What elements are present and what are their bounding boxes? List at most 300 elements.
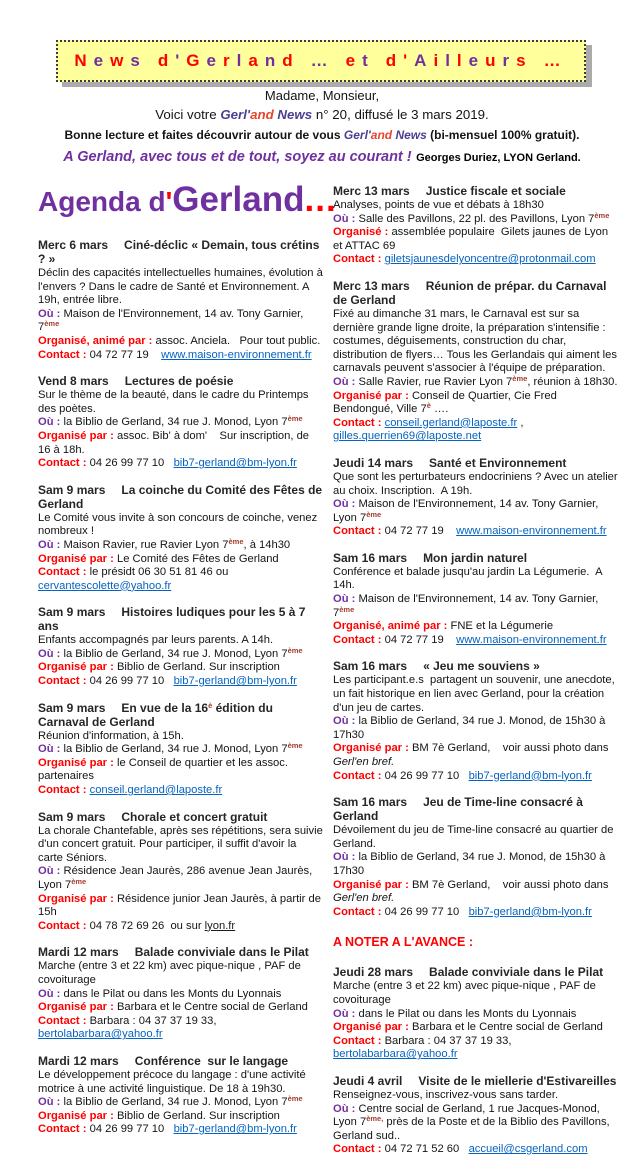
text-segment: La chorale Chantefable, après ses répétitions, sera suivie d'un concert gratuit. Pour participer, il suffit d'avoir la carte Séniors. <box>38 824 326 864</box>
event-line <box>38 335 324 349</box>
event-line <box>333 253 619 267</box>
link[interactable]: bertolabarbara@yahoo.fr <box>333 1048 458 1061</box>
text-segment: Marche (entre 3 et 22 km) avec pique-nique , PAF de covoiturage <box>333 980 599 1006</box>
event-line <box>333 824 619 851</box>
event-title <box>135 945 309 959</box>
field-label: Contact : <box>38 457 90 470</box>
text-segment: la Biblio de Gerland, 34 rue J. Monod, Lyon 7 <box>63 1096 288 1109</box>
text-segment: News <box>273 107 313 122</box>
field-label: Où : <box>38 865 64 878</box>
banner-letter: e <box>468 51 479 70</box>
event <box>333 659 619 783</box>
event-line <box>333 210 619 227</box>
intro-slogan: A Gerland, avec tous et de tout, soyez au courant ! <box>63 149 412 165</box>
banner-letter: A <box>414 51 427 70</box>
event-line <box>38 865 324 892</box>
link[interactable]: giletsjaunesdelyoncentre@protonmail.com <box>384 253 596 266</box>
text-segment: Bonne lecture et faites découvrir autour de vous <box>64 128 344 142</box>
text-segment: Voici votre <box>155 107 221 122</box>
text-segment: , réunion à 18h30. <box>527 375 618 388</box>
event-date: Vend 8 mars <box>38 374 109 389</box>
event-line <box>333 715 619 742</box>
event-heading <box>333 456 619 470</box>
event-line <box>38 743 324 757</box>
field-label: Organisé, animé par : <box>38 334 156 347</box>
event <box>333 279 619 444</box>
text-segment: dans le Pilat ou dans les Monts du Lyonnais <box>358 1007 577 1020</box>
text-segment: Centre social de Gerland, 1 rue Jacques-Monod, Lyon 7 <box>333 1102 603 1129</box>
field-label: Où : <box>333 715 359 728</box>
field-label: Contact : <box>333 253 385 266</box>
text-segment: le Conseil de quartier et les assoc. partenaires <box>38 756 292 783</box>
text-segment: Maison de l'Environnement, 14 av. Tony Garnier, Lyon 7 <box>333 498 602 524</box>
field-label: Organisé par : <box>38 429 117 442</box>
event-line <box>38 1096 324 1110</box>
event-line <box>333 906 619 920</box>
field-label: Où : <box>38 416 64 429</box>
field-label: Où : <box>333 1102 359 1115</box>
event-line <box>333 851 619 878</box>
text-segment: Conférence sur le langage <box>134 1053 289 1068</box>
event-line <box>38 634 324 648</box>
event-line <box>38 920 324 934</box>
event-line <box>333 1143 619 1157</box>
banner-letter: r <box>222 51 230 70</box>
event <box>38 810 324 934</box>
event <box>38 945 324 1042</box>
advance-notice-heading: A NOTER A L'AVANCE : <box>333 935 474 950</box>
text-segment: Gerl'en bref. <box>333 892 395 905</box>
text-segment: …. <box>430 403 449 416</box>
event-heading <box>333 279 619 307</box>
text-segment: Lectures de poésie <box>124 374 234 389</box>
event-line <box>333 373 619 390</box>
banner-title <box>56 40 586 82</box>
field-label: Où : <box>38 538 64 551</box>
event-line <box>38 825 324 866</box>
event <box>38 483 324 594</box>
event-line <box>333 308 619 376</box>
text-segment: assemblée populaire Gilets jaunes de Lyon et ATTAC 69 <box>333 226 612 252</box>
text-segment: assoc. Bib' à dom' Sur inscription, de 16 à 18h. <box>38 429 313 456</box>
event-line <box>333 417 619 444</box>
text-segment: la Biblio de Gerland, 34 rue J. Monod, de 15h30 à 17h30 <box>333 715 609 741</box>
event-line <box>38 457 324 471</box>
text-segment: Renseignez-vous, inscrivez-vous sans tarder. <box>333 1088 559 1101</box>
banner-letter: ' <box>403 51 408 70</box>
superscript: ème <box>287 414 303 424</box>
event-line <box>333 1021 619 1035</box>
event-heading <box>38 1054 324 1068</box>
event-line <box>333 742 619 769</box>
event-heading <box>38 701 324 729</box>
event-line <box>333 634 619 648</box>
field-label: Où : <box>333 1007 359 1020</box>
text-segment: La coinche du Comité des Fêtes de Gerland <box>38 482 326 511</box>
field-label: Où : <box>333 498 359 511</box>
text-segment: Enfants accompagnés par leurs parents. A 14h. <box>38 634 274 647</box>
intro-greeting: Madame, Monsieur, <box>264 88 380 103</box>
event-date: Jeudi 4 avril <box>333 1073 403 1088</box>
text-segment: 04 72 77 19 <box>384 633 457 646</box>
event-heading <box>333 551 619 565</box>
event <box>38 238 324 362</box>
event-line <box>38 730 324 744</box>
event-title <box>429 456 566 470</box>
event-date: Mardi 12 mars <box>38 1053 119 1068</box>
text-segment: la Biblio de Gerland, 34 rue J. Monod, Lyon 7 <box>63 647 288 660</box>
text-segment: édition du Carnaval de Gerland <box>38 700 277 729</box>
banner-letter: s <box>516 51 526 70</box>
event-date: Sam 9 mars <box>38 482 106 497</box>
text-segment: Justice fiscale et sociale <box>425 184 566 198</box>
text-segment: Gerland <box>172 180 305 219</box>
link[interactable]: cervantescolette@yahoo.fr <box>38 579 172 592</box>
text-segment: (bi-mensuel 100% gratuit). <box>426 128 580 142</box>
link[interactable]: bib7-gerland@bm-lyon.fr <box>173 1123 297 1136</box>
text-segment: Balade conviviale dans le Pilat <box>134 945 309 960</box>
superscript: ème <box>287 645 303 655</box>
superscript: ème <box>71 877 87 886</box>
event-heading <box>333 795 619 823</box>
event-line <box>333 593 619 620</box>
field-label: Organisé par : <box>333 878 412 891</box>
event-line <box>38 308 324 335</box>
banner-letter: d <box>385 51 397 70</box>
event-date: Jeudi 14 mars <box>333 455 414 470</box>
event-line <box>38 784 324 798</box>
link[interactable]: bib7-gerland@bm-lyon.fr <box>468 905 592 918</box>
text-segment: le présidt 06 30 51 81 46 ou <box>89 566 232 579</box>
event-line <box>333 1089 619 1103</box>
banner-letter: … <box>310 51 328 70</box>
superscript: ème <box>228 536 244 546</box>
event-heading <box>333 965 619 979</box>
banner-letter: u <box>485 51 496 70</box>
text-segment: Barbara et le Centre social de Gerland <box>116 1001 308 1014</box>
text-segment: Maison de l'Environnement, 14 av. Tony Garnier, 7 <box>38 307 307 334</box>
event-heading <box>38 374 324 388</box>
text-segment: ' <box>165 186 173 217</box>
link[interactable]: www.maison-environnement.fr <box>456 525 607 538</box>
event-date: Mardi 12 mars <box>38 945 119 960</box>
banner-letter: i <box>433 51 439 70</box>
text-segment: Barbara : 04 37 37 19 33, <box>384 1034 515 1047</box>
event-line <box>333 471 619 498</box>
event-title <box>135 1054 288 1068</box>
event-line <box>333 199 619 213</box>
event <box>333 184 619 267</box>
agenda-title <box>38 178 337 229</box>
event-line <box>333 980 619 1007</box>
text-segment: la Biblio de Gerland, 34 rue J. Monod, Lyon 7 <box>63 416 288 429</box>
event-line <box>38 416 324 430</box>
event-line <box>38 988 324 1002</box>
event-line <box>333 566 619 593</box>
link[interactable]: accueil@csgerland.com <box>468 1143 588 1156</box>
field-label: Organisé par : <box>38 1001 117 1014</box>
link[interactable]: www.maison-environnement.fr <box>161 348 312 361</box>
event-heading <box>333 659 619 673</box>
text-segment: Biblio de Gerland. Sur inscription <box>116 1109 280 1122</box>
text-segment: Jeu de Time-line consacré à Gerland <box>333 795 587 824</box>
link[interactable]: gilles.querrien69@laposte.net <box>333 430 482 443</box>
field-label: Où : <box>38 987 64 1000</box>
superscript: è <box>426 401 431 411</box>
event-line <box>38 389 324 416</box>
event <box>333 1074 619 1157</box>
text-segment: n° 20, diffusé le 3 mars 2019. <box>312 107 489 122</box>
event-line <box>333 879 619 906</box>
event-line <box>333 226 619 253</box>
text-segment: la Biblio de Gerland, 34 rue J. Monod, de 15h30 à 17h30 <box>333 851 609 877</box>
event-date: Merc 13 mars <box>333 278 410 293</box>
event <box>38 1054 324 1137</box>
event-heading <box>38 945 324 959</box>
field-label: Organisé, animé par : <box>333 620 451 633</box>
field-label: Contact : <box>38 675 90 688</box>
event <box>38 374 324 471</box>
event-title <box>121 810 267 824</box>
text-segment: « Jeu me souviens » <box>423 659 540 674</box>
event-title <box>125 374 234 388</box>
text-segment: Mon jardin naturel <box>423 550 528 565</box>
field-label: Organisé par : <box>333 742 412 755</box>
event-heading <box>38 605 324 633</box>
superscript: ème <box>366 509 382 519</box>
link[interactable]: lyon.fr <box>204 919 236 932</box>
text-segment: Déclin des capacités intellectuelles humaines, évolution à l'envers ? Dans le cadre de Santé et Environnement. A 19h, entrée libre. <box>38 267 326 307</box>
text-segment: Réunion de prépar. du Carnaval de Gerland <box>333 278 610 307</box>
event-line <box>333 1035 619 1062</box>
event <box>38 605 324 688</box>
banner-letter: l <box>456 51 462 70</box>
link[interactable]: bib7-gerland@bm-lyon.fr <box>468 769 592 782</box>
event-line <box>333 1103 619 1144</box>
intro-slogan-line <box>0 148 644 166</box>
field-label: Organisé par : <box>333 1021 412 1034</box>
text-segment: Maison Ravier, rue Ravier Lyon 7 <box>63 538 229 551</box>
event-line <box>333 770 619 784</box>
text-segment: , à 14h30 <box>243 538 291 551</box>
event-line <box>333 1008 619 1022</box>
field-label: Organisé par : <box>333 389 412 402</box>
event <box>333 965 619 1062</box>
intro-block <box>0 88 644 166</box>
event-line <box>38 645 324 662</box>
text-segment: News <box>392 128 427 142</box>
event-line <box>38 512 324 539</box>
event-line <box>38 1015 324 1042</box>
intro-issue-line <box>0 107 644 122</box>
link[interactable]: bib7-gerland@bm-lyon.fr <box>173 675 297 688</box>
event-title <box>426 184 566 198</box>
text-segment: 04 72 71 52 60 <box>384 1143 469 1156</box>
field-label: Contact : <box>38 784 90 797</box>
text-segment: Salle Ravier, rue Ravier Lyon 7 <box>358 375 513 388</box>
text-segment: BM 7è Gerland, voir aussi photo dans <box>411 878 612 891</box>
event-line <box>333 498 619 525</box>
text-segment: 04 72 77 19 <box>384 525 457 538</box>
event <box>333 551 619 648</box>
superscript: ème, <box>366 1114 384 1124</box>
text-segment: Chorale et concert gratuit <box>121 809 268 824</box>
text-segment: 04 26 99 77 10 <box>384 769 469 782</box>
text-segment: Barbara : 04 37 37 19 33, <box>89 1014 220 1027</box>
text-segment: près de la Poste et de la Biblio des Pavillons, Gerland sud.. <box>333 1116 613 1142</box>
superscript: ème <box>594 210 610 220</box>
text-segment: Que sont les perturbateurs endocriniens ? Avec un atelier au choix. Inscription. A 19h. <box>333 470 621 497</box>
field-label: Organisé par : <box>38 1109 117 1122</box>
event-heading <box>38 483 324 511</box>
banner-letter: G <box>186 51 200 70</box>
field-label: Où : <box>333 593 359 606</box>
text-segment: Sur le thème de la beauté, dans le cadre du Printemps des poètes. <box>38 389 312 415</box>
banner-letter: d <box>282 51 293 70</box>
field-label: Où : <box>38 743 64 756</box>
text-segment: Balade conviviale dans le Pilat <box>429 965 604 980</box>
event <box>38 701 324 798</box>
event-line <box>38 1069 324 1096</box>
event-line <box>38 267 324 308</box>
text-segment: Résidence Jean Jaurès, 286 avenue Jean Jaurès, Lyon 7 <box>38 865 316 891</box>
event-line <box>333 620 619 634</box>
text-segment: , <box>517 416 527 429</box>
field-label: Contact : <box>38 566 90 579</box>
field-label: Organisé par : <box>38 552 117 565</box>
text-segment: Gerl' <box>343 128 371 142</box>
field-label: Organisé : <box>333 226 392 239</box>
banner-letter: n <box>264 51 276 70</box>
link[interactable]: conseil.gerland@laposte.fr <box>89 784 223 797</box>
text-segment: 04 78 72 69 26 ou sur <box>89 919 205 932</box>
field-label: Contact : <box>38 348 90 361</box>
text-segment: and <box>250 107 274 122</box>
text-segment: Conseil de Quartier, Cie Fred Bendongué, Ville 7 <box>333 389 560 416</box>
text-segment: and <box>370 128 393 142</box>
event-date: Sam 16 mars <box>333 550 408 565</box>
field-label: Contact : <box>38 1014 90 1027</box>
link[interactable]: www.maison-environnement.fr <box>456 633 607 646</box>
text-segment: assoc. Anciela. Pour tout public. <box>155 334 321 347</box>
banner-letter: l <box>445 51 450 70</box>
superscript: ème <box>287 1094 303 1104</box>
event-heading <box>333 184 619 198</box>
event-date: Merc 13 mars <box>333 184 410 198</box>
event-line <box>333 674 619 715</box>
banner-letter: a <box>248 51 258 70</box>
event-line <box>38 566 324 593</box>
text-segment: Le développement précoce du langage : d'une activité motrice à une activité linguistique. De 18 à 19h30. <box>38 1068 309 1095</box>
text-segment: Dévoilement du jeu de Time-line consacré au quartier de Gerland. <box>333 824 617 850</box>
event-heading <box>38 238 324 266</box>
text-segment: Les participant.e.s partagent un souvenir, une anecdote, un fait historique en lien avec Gerland, pour la création d'un jeu de cartes. <box>333 674 618 714</box>
banner-letter: r <box>502 51 510 70</box>
field-label: Contact : <box>333 769 385 782</box>
event-line <box>38 1123 324 1137</box>
text-segment: Fixé au dimanche 31 mars, le Carnaval est sur sa dernière grande ligne droite, la préparation s'intensifie : costumes, déguisements, construction du char, distribution de flyers… Tous les Gerlandais qui aiment les carnavals peuvent s'associer à l'équipe de préparation. <box>333 307 621 375</box>
banner-letter: l <box>236 51 242 70</box>
text-segment: Salle des Pavillons, 22 pl. des Pavillons, Lyon 7 <box>358 212 595 225</box>
field-label: Où : <box>38 1096 64 1109</box>
field-label: Contact : <box>38 919 90 932</box>
event-line <box>38 536 324 553</box>
text-segment: 04 26 99 77 10 <box>384 905 469 918</box>
link[interactable]: bertolabarbara@yahoo.fr <box>38 1028 163 1041</box>
superscript: ème <box>512 373 528 383</box>
intro-lecture-line <box>0 128 644 142</box>
text-segment: Ciné-déclic « Demain, tous crétins ? » <box>38 238 323 266</box>
text-segment: Maison de l'Environnement, 14 av. Tony Garnier, 7 <box>333 593 602 619</box>
text-segment: Réunion d'information, à 15h. <box>38 729 184 742</box>
text-segment: FNE et la Légumerie <box>450 620 554 633</box>
event-date: Sam 9 mars <box>38 700 106 715</box>
text-segment: Conférence et balade jusqu'au jardin La Légumerie. A 14h. <box>333 565 606 592</box>
event-heading <box>38 810 324 824</box>
text-segment: 04 26 99 77 10 <box>89 457 174 470</box>
superscript: ème <box>287 741 303 751</box>
banner-letter: e <box>206 51 216 70</box>
text-segment: Histoires ludiques pour les 5 à 7 ans <box>38 605 309 634</box>
event <box>333 456 619 539</box>
event-line <box>38 960 324 987</box>
text-segment: Le Comité vous invite à son concours de coinche, venez nombreux ! <box>38 511 321 538</box>
event-date: Sam 16 mars <box>333 795 408 810</box>
text-segment: 04 72 77 19 <box>89 348 162 361</box>
agenda-column-left <box>38 238 324 1149</box>
agenda-column-right <box>333 184 619 1169</box>
text-segment: Agenda d <box>38 186 166 217</box>
field-label: Où : <box>38 647 64 660</box>
event-heading <box>333 1074 619 1088</box>
event-line <box>38 757 324 784</box>
field-label: Contact : <box>333 525 385 538</box>
event-title <box>429 965 603 979</box>
event-date: Jeudi 28 mars <box>333 965 414 980</box>
field-label: Où : <box>333 212 359 225</box>
field-label: Contact : <box>333 416 385 429</box>
superscript: ème <box>44 319 60 329</box>
field-label: Organisé par : <box>38 756 117 769</box>
text-segment: Analyses, points de vue et débats à 18h30 <box>333 199 544 211</box>
text-segment: Biblio de Gerland. Sur inscription <box>116 661 280 674</box>
banner-letter: … <box>543 51 561 70</box>
event-line <box>333 525 619 539</box>
banner-letter: e <box>345 51 356 70</box>
field-label: Contact : <box>38 1123 90 1136</box>
event-line <box>38 893 324 920</box>
event-date: Sam 9 mars <box>38 809 106 824</box>
banner-letter: N <box>74 51 87 70</box>
text-segment: 04 26 99 77 10 <box>89 1123 174 1136</box>
text-segment: BM 7è Gerland, voir aussi photo dans <box>411 742 612 755</box>
text-segment: Gerl' <box>220 107 251 122</box>
field-label: Où : <box>333 375 359 388</box>
event-line <box>333 390 619 417</box>
banner-letter: w <box>110 51 124 70</box>
text-segment: Le Comité des Fêtes de Gerland <box>116 552 279 565</box>
link[interactable]: bib7-gerland@bm-lyon.fr <box>173 457 297 470</box>
text-segment: dans le Pilat ou dans les Monts du Lyonnais <box>63 987 282 1000</box>
banner-letter: ' <box>175 51 180 70</box>
text-segment: Santé et Environnement <box>429 455 567 470</box>
text-segment: En vue de la 16 <box>121 700 209 715</box>
text-segment: Résidence junior Jean Jaurès, à partir de 15h <box>38 892 325 919</box>
event-line <box>38 675 324 689</box>
field-label: Organisé par : <box>38 892 117 905</box>
text-segment: 04 26 99 77 10 <box>89 675 174 688</box>
link[interactable]: conseil.gerland@laposte.fr <box>384 416 518 429</box>
